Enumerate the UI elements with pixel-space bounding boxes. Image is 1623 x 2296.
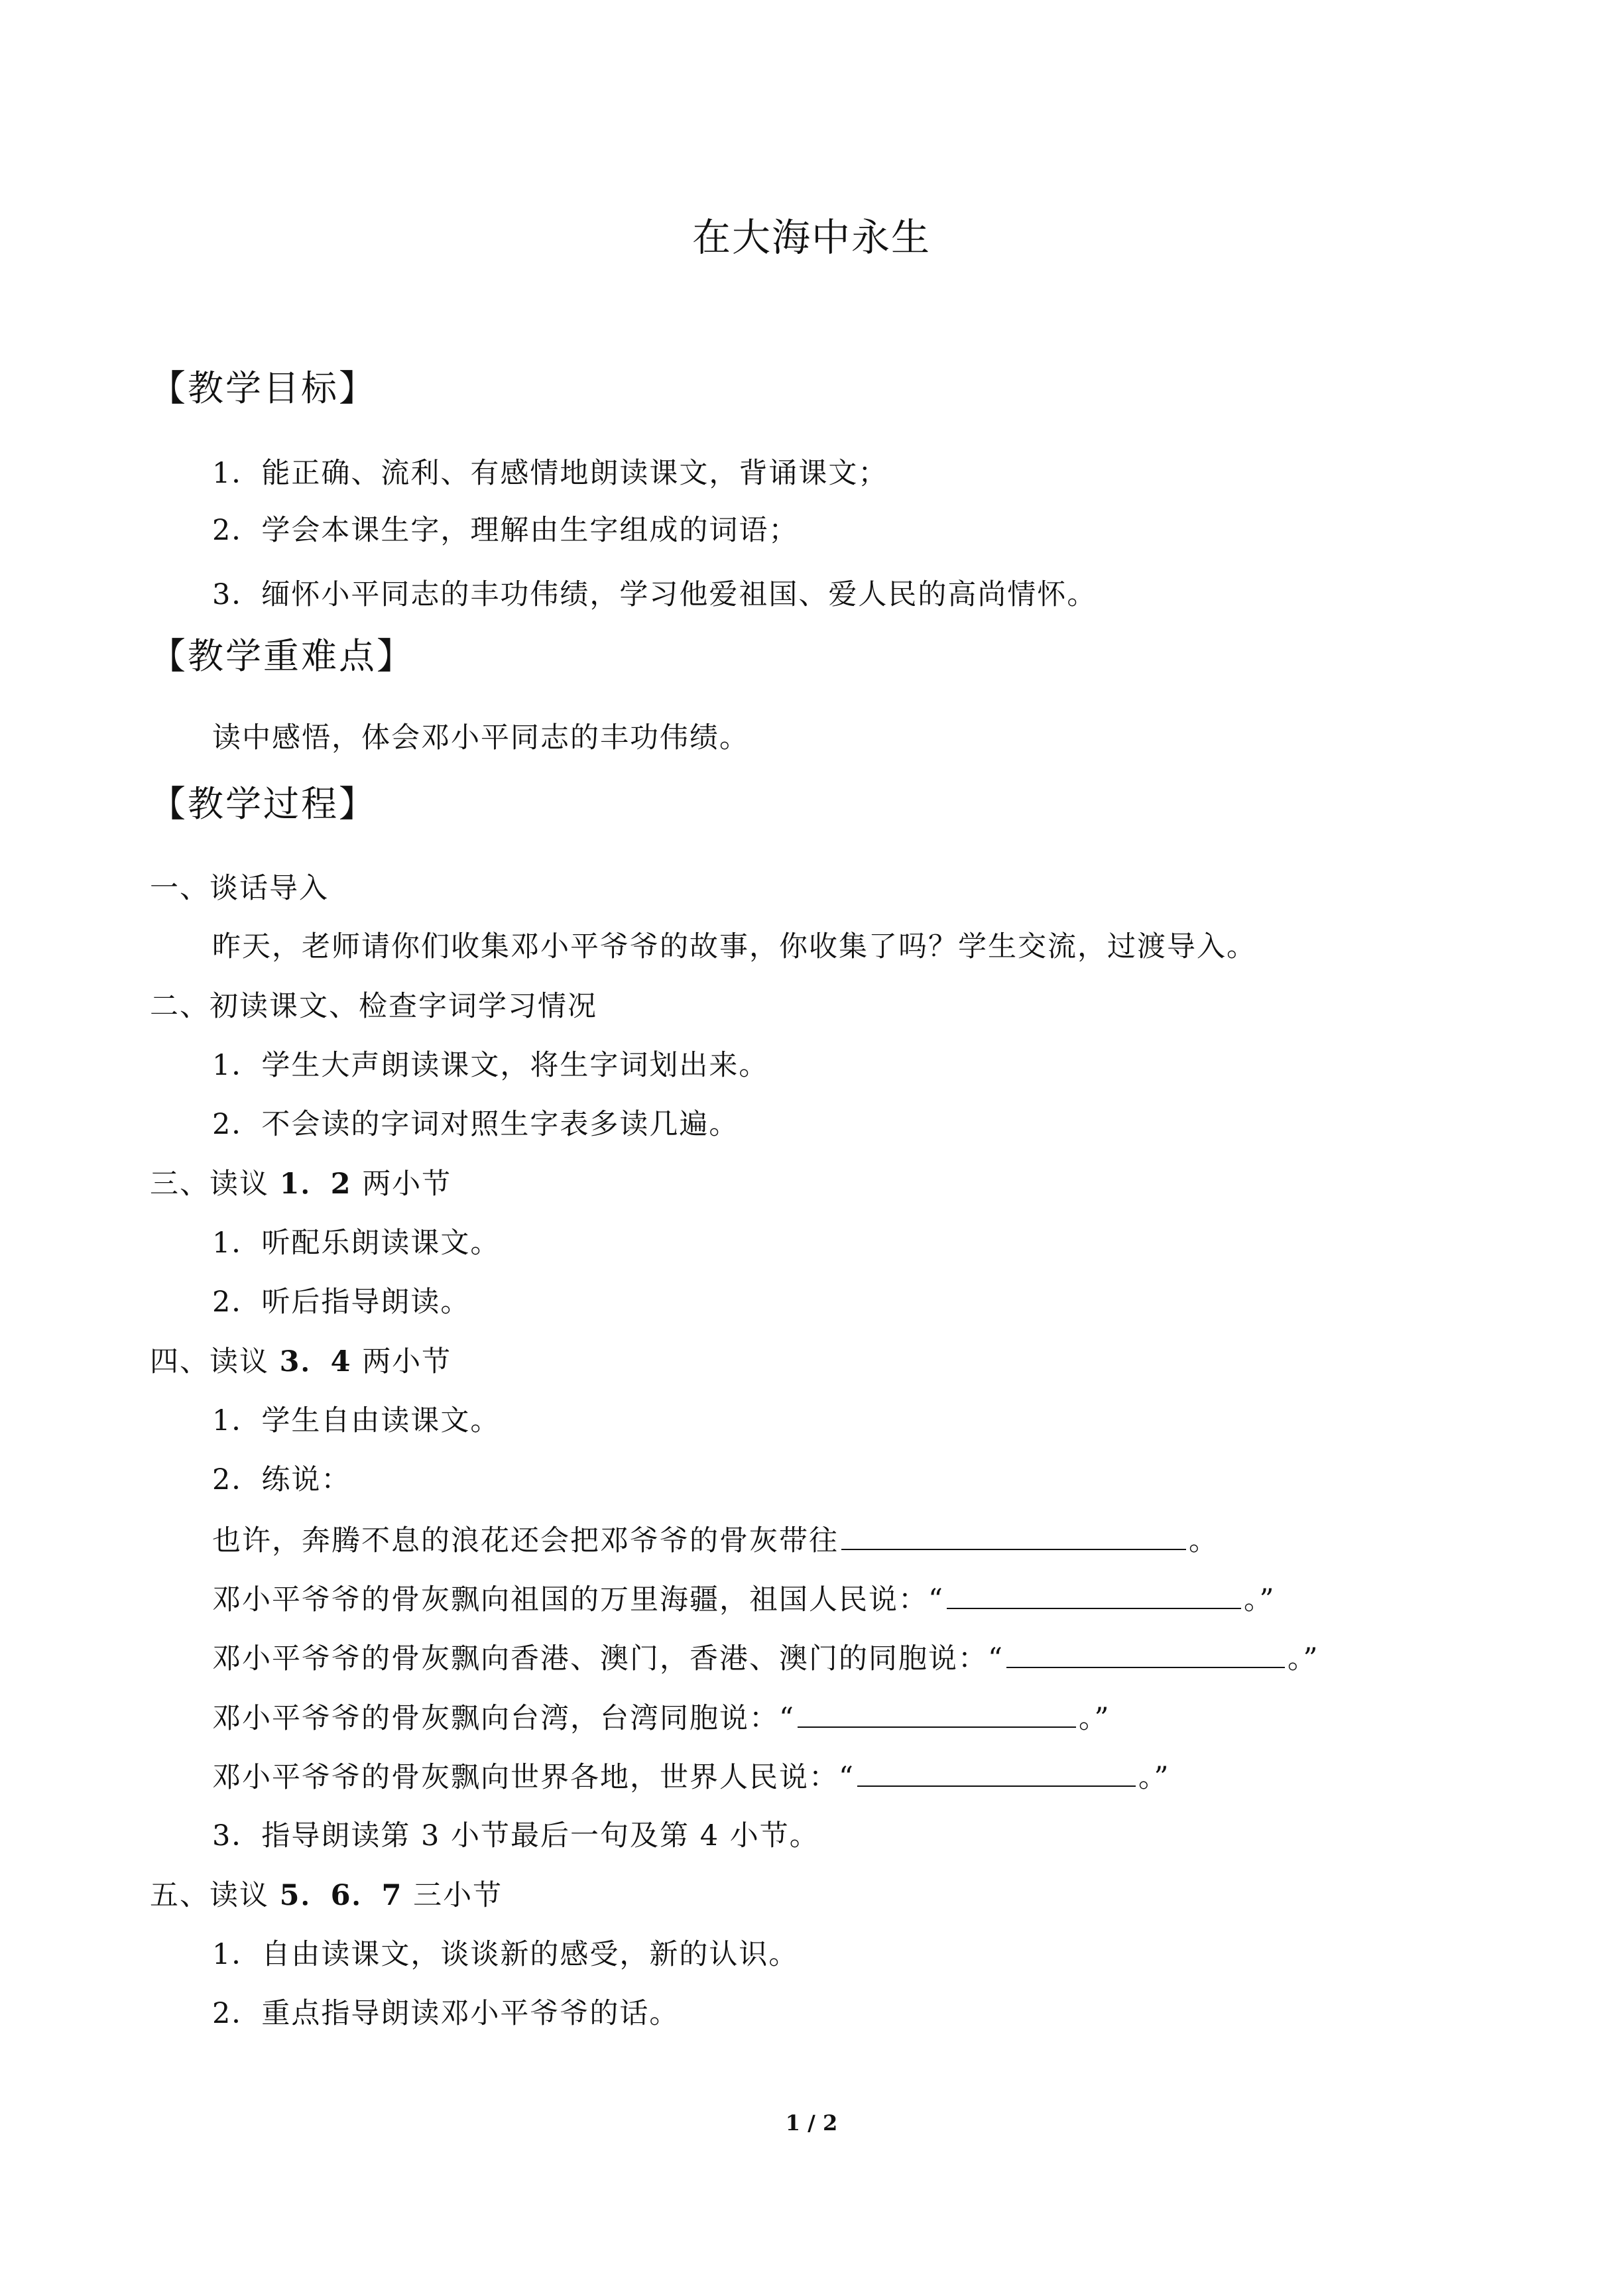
step-title	[150, 1876, 503, 1915]
step-item: 1．学生大声朗读课文，将生字词划出来。	[212, 1049, 769, 1082]
practice-text: 。”	[1243, 1583, 1276, 1616]
practice-text: 。”	[1078, 1702, 1111, 1735]
objectives-heading: 【教学目标】	[150, 367, 377, 409]
step-item: 1．学生自由读课文。	[212, 1404, 501, 1437]
step-title-suffix: 两小节	[362, 1345, 452, 1378]
practice-text: 。	[1189, 1524, 1219, 1557]
key-points-heading: 【教学重难点】	[150, 635, 414, 677]
step-text: 昨天，老师请你们收集邓小平爷爷的故事，你收集了吗？学生交流，过渡导入。	[212, 930, 1256, 963]
practice-text: 邓小平爷爷的骨灰飘向祖国的万里海疆，祖国人民说：“	[212, 1583, 944, 1616]
step-title: 一、谈话导入	[150, 872, 329, 905]
step-title	[150, 1164, 451, 1204]
practice-text: 。”	[1138, 1761, 1170, 1794]
fill-blank[interactable]	[1006, 1638, 1285, 1668]
practice-sentence	[212, 1638, 1319, 1679]
step-item: 1．听配乐朗读课文。	[212, 1227, 501, 1260]
objective-item: 1．能正确、流利、有感情地朗读课文，背诵课文；	[212, 457, 888, 490]
step-item: 1．自由读课文，谈谈新的感受，新的认识。	[212, 1938, 799, 1971]
page-number: 1 / 2	[785, 2110, 838, 2136]
practice-text: 。”	[1287, 1642, 1319, 1675]
practice-text: 邓小平爷爷的骨灰飘向台湾，台湾同胞说：“	[212, 1702, 795, 1735]
objective-item: 2．学会本课生字，理解由生字组成的词语；	[212, 514, 799, 547]
step-item: 2．重点指导朗读邓小平爷爷的话。	[212, 1997, 680, 2030]
step-item: 3．指导朗读第 3 小节最后一句及第 4 小节。	[212, 1819, 819, 1852]
step-title-prefix: 五、读议	[150, 1879, 269, 1912]
fill-blank[interactable]	[841, 1520, 1186, 1550]
step-title-number: 5．6．7	[279, 1879, 403, 1912]
document-title: 在大海中永生	[691, 215, 931, 260]
practice-sentence	[212, 1756, 1170, 1797]
step-item: 2．不会读的字词对照生字表多读几遍。	[212, 1108, 739, 1141]
practice-sentence	[212, 1697, 1110, 1738]
practice-text: 邓小平爷爷的骨灰飘向香港、澳门，香港、澳门的同胞说：“	[212, 1642, 1004, 1675]
practice-text: 也许，奔腾不息的浪花还会把邓爷爷的骨灰带往	[212, 1524, 839, 1557]
step-title-number: 3．4	[279, 1345, 352, 1378]
fill-blank[interactable]	[947, 1579, 1241, 1609]
step-item: 2．听后指导朗读。	[212, 1286, 471, 1319]
step-title-prefix: 四、读议	[150, 1345, 269, 1378]
practice-text: 邓小平爷爷的骨灰飘向世界各地，世界人民说：“	[212, 1761, 855, 1794]
practice-sentence	[212, 1520, 1219, 1561]
step-title-suffix: 三小节	[413, 1879, 503, 1912]
step-title: 二、初读课文、检查字词学习情况	[150, 990, 597, 1023]
fill-blank[interactable]	[798, 1697, 1076, 1728]
practice-sentence	[212, 1579, 1275, 1620]
key-points-text: 读中感悟，体会邓小平同志的丰功伟绩。	[212, 721, 749, 755]
fill-blank[interactable]	[857, 1756, 1136, 1787]
process-heading: 【教学过程】	[150, 783, 377, 825]
step-item: 2．练说：	[212, 1463, 351, 1496]
step-title-number: 1．2	[279, 1168, 352, 1201]
step-title-prefix: 三、读议	[150, 1168, 269, 1201]
step-title-suffix: 两小节	[362, 1168, 452, 1201]
step-title	[150, 1342, 451, 1382]
objective-item: 3．缅怀小平同志的丰功伟绩，学习他爱祖国、爱人民的高尚情怀。	[212, 578, 1097, 611]
